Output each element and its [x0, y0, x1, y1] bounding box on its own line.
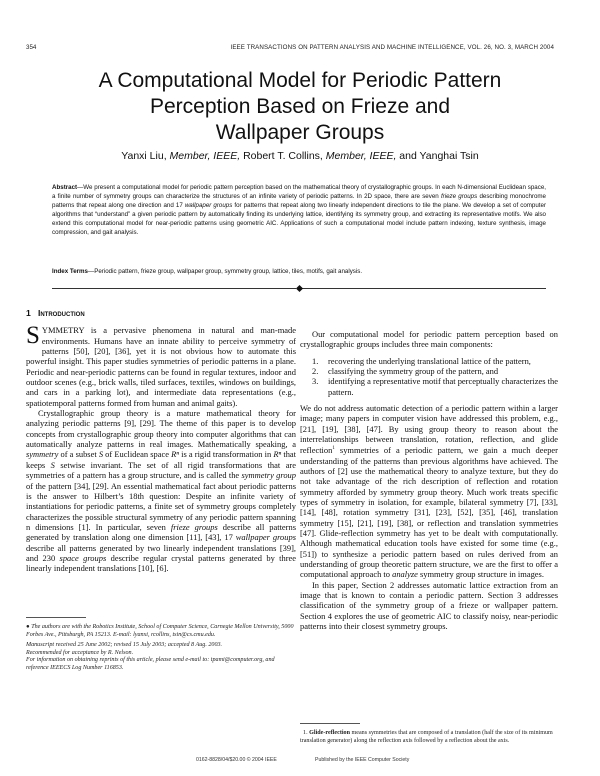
author-1-role: Member, IEEE, [169, 150, 241, 162]
index-terms-text: —Periodic pattern, frieze group, wallpaper group, symmetry group, lattice, tiles, motifs, gait analysis. [88, 268, 363, 275]
abstract-frieze-term: frieze groups [440, 192, 478, 200]
author-list [40, 150, 560, 162]
running-header [26, 44, 554, 54]
index-terms-label: Index Terms [52, 268, 88, 275]
paragraph: In this paper, Section 2 addresses automatic lattice extraction from an image that is known to contain a periodic pattern. Section 3 addresses classification of the symmetry group of a frieze or wallpaper pattern. Section 4 explores the use of geometric AIC to classify noisy, near-periodic patterns into their closest symmetry groups. [300, 579, 558, 632]
section-title: Introduction [37, 308, 85, 318]
left-column [26, 308, 296, 574]
abstract-label: Abstract [52, 184, 78, 191]
recommended-note: Recommended for acceptance by R. Nelson. [26, 649, 134, 656]
section-number: 1 [26, 308, 31, 318]
journal-name: IEEE TRANSACTIONS ON PATTERN ANALYSIS AND MACHINE INTELLIGENCE, VOL. 26, NO. 3, MARCH 2004 [230, 44, 554, 51]
publisher-line: Published by the IEEE Computer Society [315, 757, 410, 763]
list-item: 2. classifying the symmetry group of the pattern, and [312, 366, 499, 377]
footnote-rule [300, 723, 360, 724]
right-footnote: 1. Glide-reflection means symmetries that are composed of a translation (half the size of its minimum translation generator) along the reflection axis followed by a reflection about the axis. [300, 723, 558, 745]
paragraph-text: YMMETRY is a pervasive phenomena in natural and man-made environments. Humans have an innate ability to perceive symmetry of patterns [50], [20], [36], yet it is not obvious how to automate this powerful insight. This paper studies symmetries of periodic patterns in a plane. Periodic and near-periodic patterns can be found in regular textures, indoor and outdoor scenes (e.g., brick walls, tiled surfaces, textiles, windows on buildings, and cars in a parking lot), and intermediate data representations (e.g., spatiotemporal patterns formed from human and animal gaits). [26, 325, 296, 408]
paragraph: We do not address automatic detection of a periodic pattern within a larger image; many papers in computer vision have addressed this problem, e.g., [21], [19], [38], [47]. By using group theory to reason about the interrelationships between translation, rotation, reflection, and glide reflection$^1$ symmetries of a periodic pattern, we gain a much deeper understanding of the patterns than previous algorithms have achieved. The authors of [2] use the mathematical theory to analyze texture, but they do not take advantage of the rich description of reflection and rotation symmetry afforded by symmetry group theory. Much work treats specific types of symmetry in isolation, for example, bilateral symmetry [7], [33], [14], [48], rotation symmetry [31], [23], [52], [35], [46], translation symmetry [15], [21], [19], [38], or reflection and translation symmetries [47]. Glide-reflection symmetry has yet to be dealt with computationally. Although mathematical education tools have existed for some time (e.g., [51]) to synthesize a periodic pattern based on rules derived from an understanding of group theoretic pattern structure, we are the first to offer a computational approach to analyze symmetry group structure in images. [300, 403, 558, 580]
component-list [300, 356, 558, 397]
author-3: and Yanghai Tsin [399, 150, 479, 162]
paper-title [40, 68, 560, 146]
paragraph: Our computational model for periodic pattern perception based on crystallographic groups includes three main components: [300, 329, 558, 350]
abstract-wallpaper-term: wallpaper groups [184, 201, 233, 209]
drop-cap: S [26, 322, 40, 350]
right-column [300, 329, 558, 631]
abstract [52, 184, 546, 237]
abstract-text: for patterns that repeat along two linearly independent directions to tile the plane. We develop a set of computer algorithms that “understand” a given periodic pattern by automatically finding its underlying lattice, identifying its symmetry group, and extracting its representative motifs. We also extend this computational model for near-periodic patterns using geometric AIC. Applications of such a computational model include pattern indexing, texture synthesis, image compression, and gait analysis. [52, 201, 547, 236]
paragraph [26, 322, 296, 408]
list-item: 3. identifying a representative motif that perceptually characterizes the pattern. [312, 376, 558, 397]
title-line-2: Perception Based on Frieze and [149, 95, 451, 118]
divider-diamond-icon [296, 285, 302, 291]
list-item: 1. recovering the underlying translational lattice of the pattern, [312, 355, 531, 366]
footnote-rule [26, 617, 86, 618]
index-terms [52, 268, 546, 277]
page-footer [0, 757, 600, 767]
section-heading [26, 308, 296, 318]
author-2-role: Member, IEEE, [325, 150, 397, 162]
left-footnote [26, 617, 296, 673]
page-number: 354 [26, 44, 37, 51]
affiliation-note: ● The authors are with the Robotics Institute, School of Computer Science, Carnegie Mellon University, 5000 Forbes Ave., Pittsburgh, PA 15213. E-mail: lyanxi, rcollins, tsin@cs.cmu.edu. [26, 624, 294, 638]
title-line-3: Wallpaper Groups [215, 121, 385, 144]
paragraph: Crystallographic group theory is a mature mathematical theory for analyzing periodic patterns [9], [29]. The theme of this paper is to develop concepts from crystallographic group theory into computer algorithms that can automatically analyze patterns in real images. Mathematically speaking, a symmetry of a subset S of Euclidean space Rⁿ is a rigid transformation in Rⁿ that keeps S setwise invariant. The set of all rigid transformations that are symmetries of a pattern has a group structure, and is called the symmetry group of the pattern [34], [29]. An essential mathematical fact about periodic patterns is the answer to Hilbert’s 18th question: Despite an infinite variety of instantiations for periodic patterns, a finite set of symmetry groups completely characterizes the possible structural symmetry of any periodic pattern spanning n dimensions [1]. In particular, seven frieze groups describe all patterns generated by translation along one dimension [11], [43], 17 wallpaper groups describe all patterns generated by two linearly independent translations [39], and 230 space groups describe regular crystal patterns generated by three linearly independent translations [10], [6]. [26, 408, 297, 574]
author-2-name: Robert T. Collins, [243, 150, 323, 162]
abstract-text: —We present a computational model for periodic pattern perception based on the mathematical theory of crystallographic groups. In each N-dimensional Euclidean space, a finite number of symmetry groups can characterize the structures of an infinite variety of periodic patterns. In 2D space, there are seven [52, 184, 546, 200]
received-note: Manuscript received 25 June 2002; revised 15 July 2003; accepted 8 Aug. 2003. [26, 642, 223, 649]
copyright-line: 0162-8828/04/$20.00 © 2004 IEEE [196, 757, 277, 763]
reprints-note: For information on obtaining reprints of this article, please send e-mail to: tpami@computer.org, and reference IEEECS Log Number 116853. [26, 657, 275, 671]
title-line-1: A Computational Model for Periodic Pattern [98, 69, 502, 92]
abstract-text: describing monochrome patterns that repeat along one direction and 17 [52, 192, 546, 209]
author-1-name: Yanxi Liu, [121, 150, 167, 162]
